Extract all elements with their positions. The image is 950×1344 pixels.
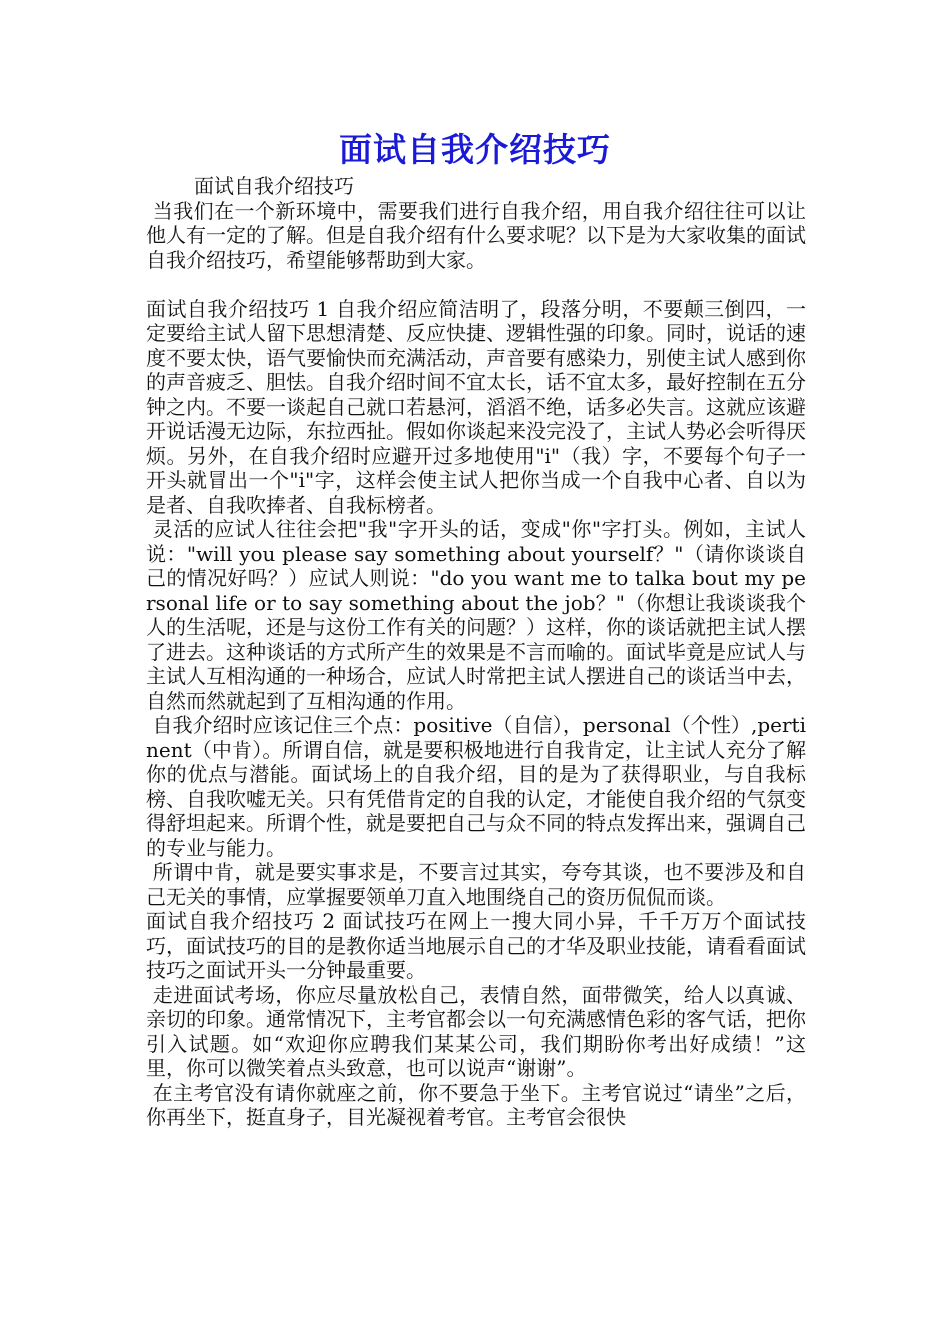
body-paragraph: 所谓中肯，就是要实事求是，不要言过其实，夸夸其谈，也不要涉及和自己无关的事情，应掌握要领单刀直入地围绕自己的资历侃侃而谈。 xyxy=(146,860,807,909)
body-paragraph: 自我介绍时应该记住三个点：positive（自信），personal（个性）,pertinent（中肯）。所谓自信，就是要积极地进行自我肯定，让主试人充分了解你的优点与潜能。面试场上的自我介绍，目的是为了获得职业，与自我标榜、自我吹嘘无关。只有凭借肯定的自我的认定，才能使自我介绍的气氛变得舒坦起来。所谓个性，就是要把自己与众不同的特点发挥出来，强调自己的专业与能力。 xyxy=(146,713,806,860)
document-subtitle: 面试自我介绍技巧 xyxy=(194,174,354,198)
document-title: 面试自我介绍技巧 xyxy=(339,130,611,169)
tip-1-paragraph: 面试自我介绍技巧 1 自我介绍应简洁明了，段落分明，不要颠三倒四，一定要给主试人留下思想清楚、反应快捷、逻辑性强的印象。同时，说话的速度不要太快，语气要愉快而充满活动，声音要有感染力，别使主试人感到你的声音疲乏、胆怯。自我介绍时间不宜太长，话不宜太多，最好控制在五分钟之内。不要一谈起自己就口若悬河，滔滔不绝，话多必失言。这就应该避开说话漫无边际，东拉西扯。假如你谈起来没完没了，主试人势必会听得厌烦。另外，在自我介绍时应避开过多地使用"i"（我）字，不要每个句子一开头就冒出一个"i"字，这样会使主试人把你当成一个自我中心者、自以为是者、自我吹捧者、自我标榜者。 xyxy=(146,296,806,517)
body-paragraph: 灵活的应试人往往会把"我"字开头的话，变成"你"字打头。例如，主试人说："will you please say something about yourself？"（请你谈谈自己的情况好吗？）应试人则说："do you want me to talka bout my personal life or to say something about the job？"（你想让我谈谈我个人的生活呢，还是与这份工作有关的问题？）这样，你的谈话就把主试人摆了进去。这种谈话的方式所产生的效果是不言而喻的。面试毕竟是应试人与主试人互相沟通的一种场合，应试人时常把主试人摆进自己的谈话当中去，自然而然就起到了互相沟通的作用。 xyxy=(146,517,807,713)
body-paragraph: 在主考官没有请你就座之前，你不要急于坐下。主考官说过“请坐”之后，你再坐下，挺直身子，目光凝视着考官。主考官会很快 xyxy=(146,1080,807,1129)
blank-line xyxy=(146,272,806,297)
body-paragraph: 走进面试考场，你应尽量放松自己，表情自然，面带微笑，给人以真诚、亲切的印象。通常情况下，主考官都会以一句充满感情色彩的客气话，把你引入试题。如“欢迎你应聘我们某某公司，我们期盼你考出好成绩！”这里，你可以微笑着点头致意，也可以说声“谢谢”。 xyxy=(146,982,807,1080)
document-body xyxy=(146,174,806,1130)
intro-paragraph: 当我们在一个新环境中，需要我们进行自我介绍，用自我介绍往往可以让他人有一定的了解。但是自我介绍有什么要求呢？以下是为大家收集的面试自我介绍技巧，希望能够帮助到大家。 xyxy=(146,198,807,272)
tip-2-paragraph: 面试自我介绍技巧 2 面试技巧在网上一搜大同小异，千千万万个面试技巧，面试技巧的目的是教你适当地展示自己的才华及职业技能，请看看面试技巧之面试开头一分钟最重要。 xyxy=(146,909,806,982)
